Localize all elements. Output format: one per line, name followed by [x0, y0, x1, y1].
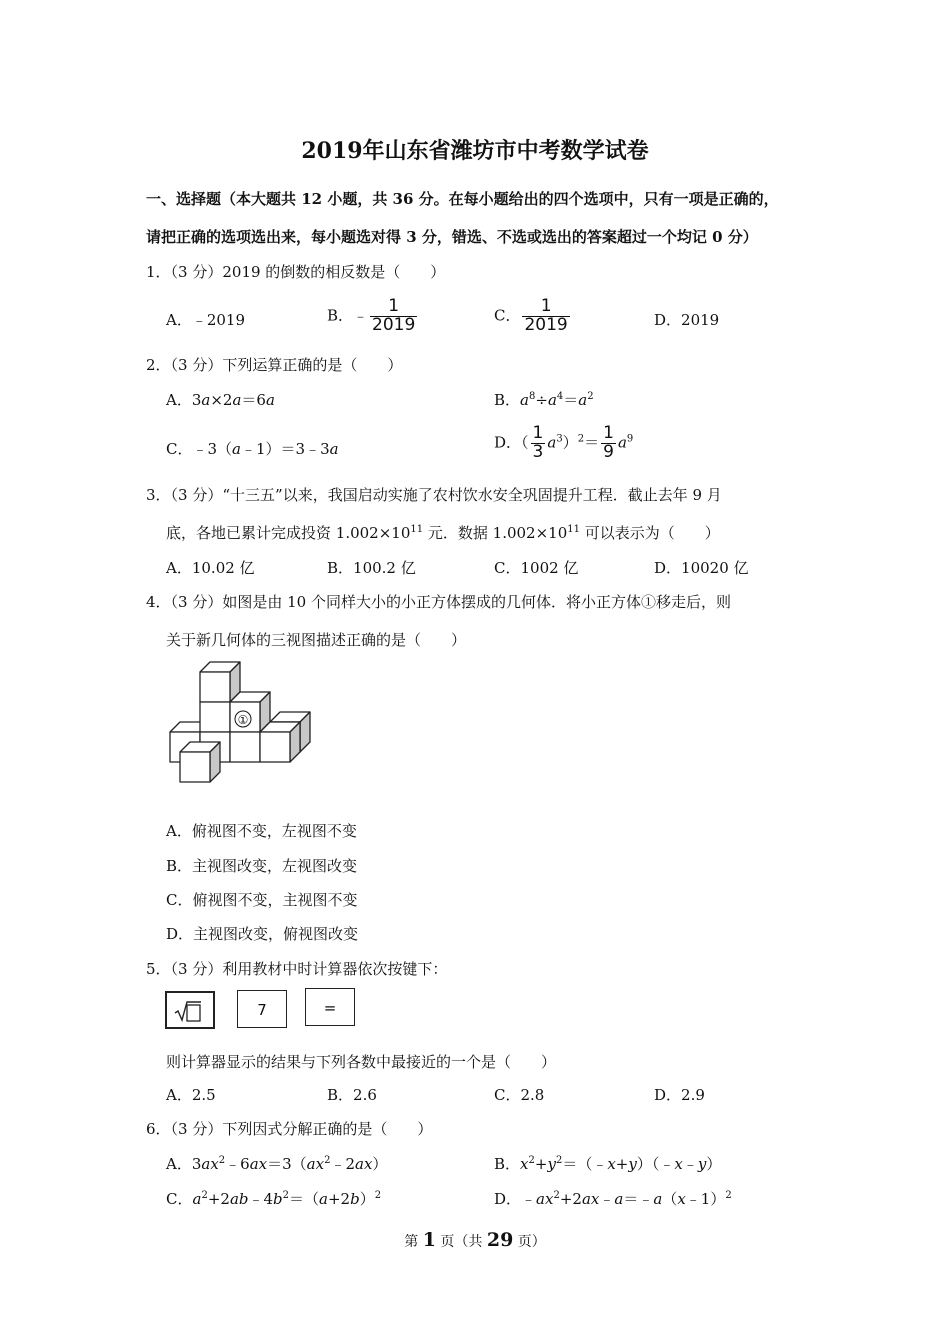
option-label: A．	[166, 391, 192, 409]
q4-option-c: C．俯视图不变，主视图不变	[166, 891, 358, 909]
q5-option-c: C．2.8	[494, 1086, 545, 1104]
sqrt-key-icon	[167, 993, 213, 1027]
fraction-numerator: 1	[370, 298, 417, 317]
q3-stem-line2	[166, 522, 720, 543]
text-fragment: 元．数据 1.002×10	[423, 524, 568, 542]
page-number: 1	[422, 1229, 436, 1251]
q4-option-d: D．主视图改变，俯视图改变	[166, 925, 359, 943]
fraction	[531, 425, 546, 462]
cube-marker-label: ①	[237, 713, 249, 727]
q4-option-a: A．俯视图不变，左视图不变	[166, 822, 357, 840]
footer-text: 页（共	[435, 1234, 487, 1250]
q5-stem-line2: 则计算器显示的结果与下列各数中最接近的一个是（ ）	[166, 1053, 557, 1071]
footer-text: 页）	[513, 1234, 546, 1250]
q4-option-b: B．主视图改变，左视图改变	[166, 857, 358, 875]
option-label: A．	[166, 1155, 192, 1173]
total-pages: 29	[486, 1229, 514, 1251]
q1-option-a: A．﹣2019	[166, 311, 246, 329]
q1-option-b	[327, 298, 419, 335]
q3-stem-line1: 3．（3 分）“十三五”以来，我国启动实施了农村饮水安全巩固提升工程．截止去年 9 月	[146, 486, 722, 504]
q2-option-c: C．﹣3（a﹣1）＝3﹣3a	[166, 440, 339, 458]
text-fragment: 可以表示为（ ）	[579, 524, 720, 542]
section-heading-line2: 请把正确的选项选出来，每小题选对得 3 分，错选、不选或选出的答案超过一个均记 0 分）	[146, 228, 758, 246]
q3-option-d: D．10020 亿	[654, 559, 749, 577]
q1-stem: 1．（3 分）2019 的倒数的相反数是（ ）	[146, 263, 446, 281]
q4-stem-line1: 4．（3 分）如图是由 10 个同样大小的小正方体摆成的几何体．将小正方体①移走后，则	[146, 593, 731, 611]
q5-option-d: D．2.9	[654, 1086, 705, 1104]
option-label: D．	[494, 433, 522, 452]
text-fragment: 底，各地已累计完成投资 1.002×10	[166, 524, 411, 542]
q6-option-b: B．$x^2+y^2=(﹣x+y)(﹣x﹣y)$	[494, 1155, 722, 1173]
q2-option-b: B．$a^8\div a^4=a^2$	[494, 391, 594, 409]
section-heading-line1: 一、选择题（本大题共 12 小题，共 36 分。在每小题给出的四个选项中，只有一项是正确的，	[146, 190, 779, 208]
calculator-key-7: 7	[237, 990, 287, 1028]
q4-stem-line2: 关于新几何体的三视图描述正确的是（ ）	[166, 631, 467, 649]
q6-option-a: A．$3ax^2﹣6ax=3(ax^2﹣2ax)$	[166, 1155, 388, 1173]
exponent: 11	[410, 524, 424, 535]
q6-option-c: C．$a^2+2ab﹣4b^2=(a+2b)^2$	[166, 1190, 382, 1208]
q1-option-c-fraction	[522, 298, 569, 335]
q1-option-c	[494, 298, 572, 335]
q2-stem: 2．（3 分）下列运算正确的是（ ）	[146, 356, 403, 374]
q6-stem: 6．（3 分）下列因式分解正确的是（ ）	[146, 1120, 433, 1138]
q5-stem: 5．（3 分）利用教材中时计算器依次按键下：	[146, 960, 448, 978]
q1-option-b-prefix: B．﹣	[327, 306, 369, 325]
fraction-denominator: 9	[603, 441, 614, 462]
exponent: 11	[567, 524, 580, 535]
option-label: B．	[494, 391, 521, 409]
q3-option-a: A．10.02 亿	[166, 559, 255, 577]
fraction-numerator: 1	[532, 423, 544, 443]
q3-option-b: B．100.2 亿	[327, 559, 416, 577]
option-label: C．	[166, 1190, 193, 1208]
fraction-numerator: 1	[603, 423, 614, 443]
footer-text: 第	[404, 1234, 423, 1250]
q2-option-a: A．3a×2a＝6a	[166, 391, 275, 409]
fraction-numerator: 1	[522, 298, 569, 317]
calculator-key-equals: =	[305, 988, 355, 1026]
option-label: C．	[166, 440, 193, 458]
fraction-denominator: 2019	[524, 314, 568, 335]
option-label: D．	[494, 1190, 522, 1208]
fraction-denominator: 3	[532, 441, 544, 462]
q5-option-b: B．2.6	[327, 1086, 377, 1104]
calculator-key-sqrt	[165, 991, 215, 1029]
q5-option-a: A．2.5	[166, 1086, 216, 1104]
option-label: B．	[494, 1155, 521, 1173]
q2-option-d: D．（ $\frac{1}{3}$ $a^3)^2=$ $\frac{1}{9}$ $a^9$	[494, 423, 634, 462]
q6-option-d: D．$﹣ax^2+2ax﹣a=﹣a(x﹣1)^2$	[494, 1190, 732, 1208]
q1-option-d: D．2019	[654, 311, 720, 329]
q3-option-c: C．1002 亿	[494, 559, 579, 577]
page-title: 2019年山东省潍坊市中考数学试卷	[301, 138, 649, 164]
fraction-denominator: 2019	[372, 314, 416, 335]
cube-figure	[160, 660, 320, 785]
fraction	[601, 425, 616, 462]
q1-option-b-fraction	[370, 298, 417, 335]
page-footer	[0, 1229, 950, 1251]
q1-option-c-prefix: C．	[494, 306, 521, 325]
